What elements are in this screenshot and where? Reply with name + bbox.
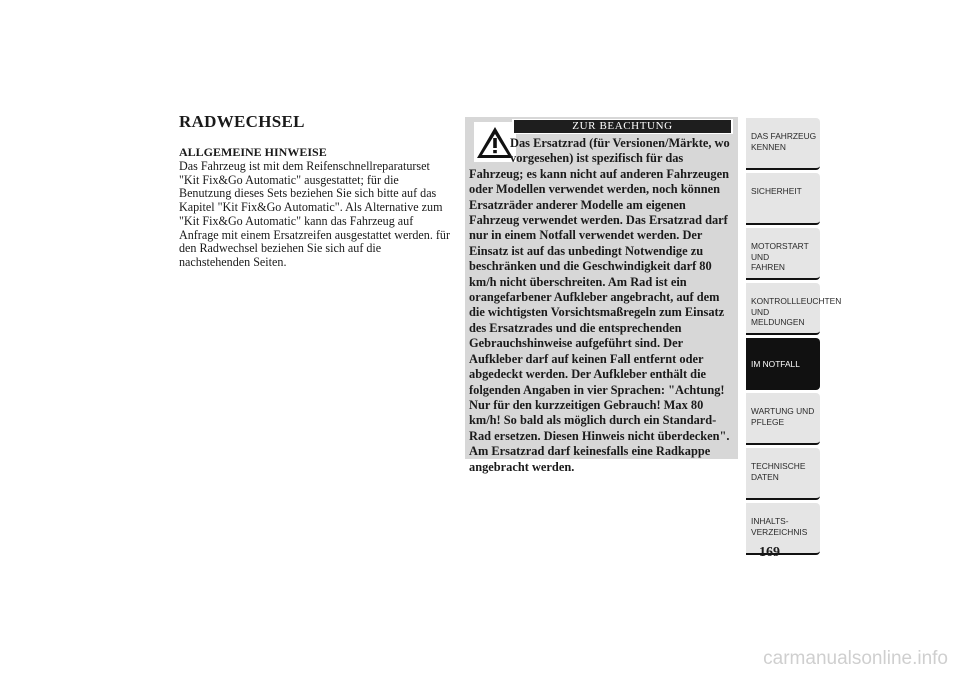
page-number: 169 <box>759 545 780 560</box>
nav-tab-sicherheit[interactable] <box>746 173 820 225</box>
nav-tab-label: IM NOTFALL <box>751 359 800 369</box>
nav-tab-technische-daten[interactable] <box>746 448 820 500</box>
nav-tab-label: SICHERHEIT <box>751 186 802 196</box>
nav-tab-motorstart-und-fahren[interactable] <box>746 228 820 280</box>
warning-header-label: ZUR BEACHTUNG <box>514 120 731 133</box>
nav-tab-label: INHALTS- VERZEICHNIS <box>751 516 808 537</box>
warning-box <box>465 117 738 474</box>
warning-text: Das Ersatzrad (für Versionen/Märkte, wo vorgesehen) ist spezifisch für das Fahrzeug; es kann nicht auf anderen Fahrzeugen oder Modellen verwendet werden, noch können Ersatzräder anderer Modelle am eigenen Fahrzeug verwendet werden. Das Ersatzrad darf nur in einem Notfall verwendet werden. Der Einsatz ist auf das unbedingt Notwendige zu beschränken und die Geschwindigkeit darf 80 km/h nicht überschreiten. Am Rad ist ein orangefarbener Aufkleber angebracht, auf dem die wichtigsten Vorsichtsmaßregeln zum Einsatz des Ersatzrades und die entsprechenden Gebrauchshinweise aufgeführt sind. Der Aufkleber darf auf keinen Fall entfernt oder abgedeckt werden. Der Aufkleber enthält die folgenden Angaben in vier Sprachen: "Achtung! Nur für den kurzzeitigen Gebrauch! Max 80 km/h! So bald als möglich durch ein Standard-Rad ersetzen. Diesen Hinweis nicht überdecken". Am Ersatzrad darf keinesfalls eine Radkappe angebracht werden. <box>469 136 730 474</box>
nav-tab-im-notfall[interactable] <box>746 338 820 390</box>
chapter-nav <box>746 118 842 558</box>
nav-tab-label: MOTORSTART UND FAHREN <box>751 241 809 273</box>
body-paragraph: Das Fahrzeug ist mit dem Reifenschnellreparaturset "Kit Fix&Go Automatic" ausgestattet; für die Benutzung dieses Sets beziehen Sie sich bitte auf das Kapitel "Kit Fix&Go Automatic". Als Alternative zum "Kit Fix&Go Automatic" kann das Fahrzeug auf Anfrage mit einem Ersatzreifen ausgestattet werden. für den Radwechsel beziehen Sie sich auf die nachstehenden Seiten. <box>179 159 450 269</box>
page-title: RADWECHSEL <box>179 112 305 131</box>
watermark: carmanualsonline.info <box>763 648 948 669</box>
nav-tab-inhaltsverzeichnis[interactable] <box>746 503 820 555</box>
nav-tab-label: WARTUNG UND PFLEGE <box>751 406 815 427</box>
warning-text-block <box>469 136 733 475</box>
nav-tab-das-fahrzeug-kennen[interactable] <box>746 118 820 170</box>
nav-tab-label: KONTROLLLEUCHTEN UND MELDUNGEN <box>751 296 842 328</box>
warning-text-indent <box>469 136 510 166</box>
warning-header <box>512 119 733 134</box>
nav-tab-label: DAS FAHRZEUG KENNEN <box>751 131 817 152</box>
section-subtitle: ALLGEMEINE HINWEISE <box>179 145 327 159</box>
nav-tab-wartung-und-pflege[interactable] <box>746 393 820 445</box>
nav-tab-kontrollleuchten[interactable] <box>746 283 842 335</box>
nav-tab-label: TECHNISCHE DATEN <box>751 461 806 482</box>
